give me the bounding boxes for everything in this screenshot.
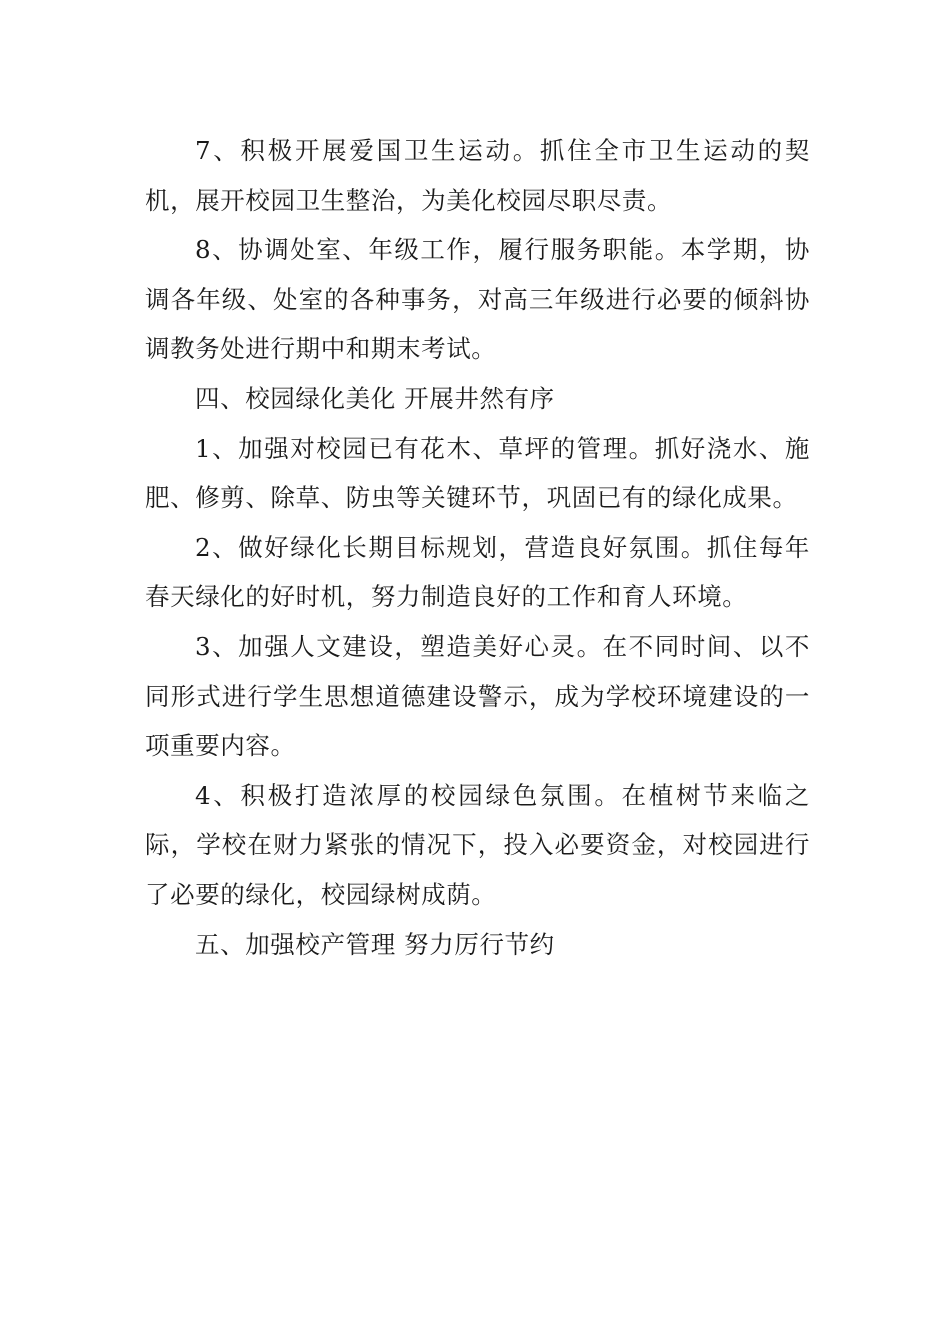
paragraph-item-4: 4、积极打造浓厚的校园绿色氛围。在植树节来临之际，学校在财力紧张的情况下，投入必要资金，对校园进行了必要的绿化，校园绿树成荫。 [145, 780, 810, 909]
paragraph-item-3: 3、加强人文建设，塑造美好心灵。在不同时间、以不同形式进行学生思想道德建设警示，成为学校环境建设的一项重要内容。 [145, 631, 810, 761]
paragraph-item-1: 1、加强对校园已有花木、草坪的管理。抓好浇水、施肥、修剪、除草、防虫等关键环节，巩固已有的绿化成果。 [145, 433, 810, 513]
paragraph-item-8: 8、协调处室、年级工作，履行服务职能。本学期，协调各年级、处室的各种事务，对高三年级进行必要的倾斜协调教务处进行期中和期末考试。 [145, 235, 810, 364]
paragraph-item-7: 7、积极开展爱国卫生运动。抓住全市卫生运动的契机，展开校园卫生整治，为美化校园尽职尽责。 [145, 136, 810, 215]
section-heading-5: 五、加强校产管理 努力厉行节约 [195, 929, 555, 959]
document-body [145, 126, 810, 969]
section-heading-4: 四、校园绿化美化 开展井然有序 [195, 383, 555, 413]
paragraph-item-2: 2、做好绿化长期目标规划，营造良好氛围。抓住每年春天绿化的好时机，努力制造良好的工作和育人环境。 [145, 532, 810, 612]
